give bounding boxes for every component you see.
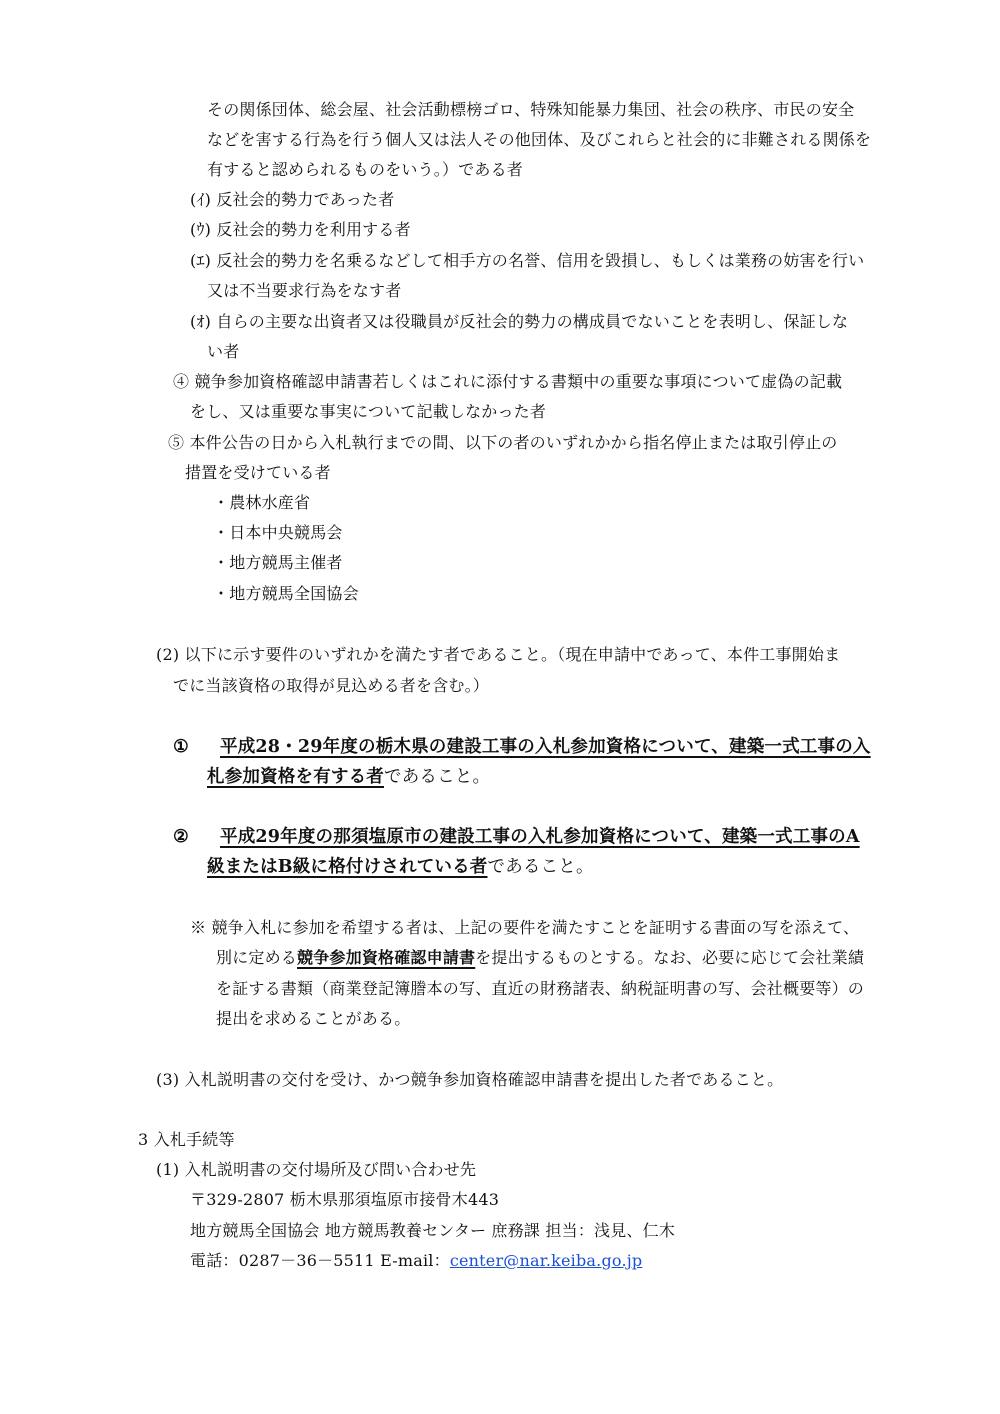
text-line: などを害する行為を行う個人又は法人その他団体、及びこれらと社会的に非難される関係を — [207, 130, 872, 149]
section-2-line: (2) 以下に示す要件のいずれかを満たす者であること。（現在申請中であって、本件工事開始ま — [156, 645, 841, 664]
contact-line — [190, 1251, 642, 1271]
application-form-name: 競争参加資格確認申請書 — [297, 948, 476, 967]
condition-2-line-2 — [207, 855, 594, 879]
text-line: 又は不当要求行為をなす者 — [207, 281, 402, 300]
text-line: い者 — [207, 342, 240, 361]
text-line: でに当該資格の取得が見込める者を含む。） — [173, 676, 490, 695]
note-line: ※ 競争入札に参加を希望する者は、上記の要件を満たすことを証明する書面の写を添えて、 — [190, 918, 860, 937]
condition-1-tail: であること。 — [384, 767, 491, 787]
text-line: をし、又は重要な事実について記載しなかった者 — [190, 402, 547, 421]
phone-label: 電話：0287－36－5511 E-mail： — [190, 1251, 450, 1270]
condition-2-tail: であること。 — [487, 857, 594, 877]
text-line: 有すると認められるものをいう。）である者 — [207, 160, 524, 179]
list-item-o: (ｵ) 自らの主要な出資者又は役職員が反社会的勢力の構成員でないことを表明し、保証しな — [190, 312, 849, 331]
list-item: ・地方競馬主催者 — [213, 553, 343, 572]
list-item-u: (ｳ) 反社会的勢力を利用する者 — [190, 220, 411, 239]
list-item: ・農林水産省 — [213, 493, 311, 512]
text-line: その関係団体、総会屋、社会活動標榜ゴロ、特殊知能暴力集団、社会の秩序、市民の安全 — [207, 100, 855, 119]
note-line: を証する書類（商業登記簿謄本の写、直近の財務諸表、納税証明書の写、会社概要等）の — [216, 979, 865, 998]
text-line: 措置を受けている者 — [185, 463, 331, 482]
item-5: ⑤ 本件公告の日から入札執行までの間、以下の者のいずれかから指名停止または取引停止の — [168, 433, 838, 452]
part-3-sub-1: (1) 入札説明書の交付場所及び問い合わせ先 — [156, 1160, 477, 1179]
section-3-line: (3) 入札説明書の交付を受け、かつ競争参加資格確認申請書を提出した者であること。 — [156, 1070, 784, 1089]
condition-2-mark: ② — [173, 827, 189, 847]
condition-1-mark: ① — [173, 737, 189, 757]
note-line: 提出を求めることがある。 — [216, 1009, 411, 1028]
list-item-e: (ｴ) 反社会的勢力を名乗るなどして相手方の名誉、信用を毀損し、もしくは業務の妨害を行い — [190, 251, 865, 270]
note-text: を提出するものとする。なお、必要に応じて会社業績 — [475, 948, 865, 967]
condition-1-text: 平成28・29年度の栃木県の建設工事の入札参加資格について、建築一式工事の入 — [220, 737, 871, 757]
address-line: 〒329-2807 栃木県那須塩原市接骨木443 — [190, 1190, 500, 1209]
condition-1-underlined: 札参加資格を有する者 — [207, 767, 384, 787]
organization-line: 地方競馬全国協会 地方競馬教養センター 庶務課 担当：浅見、仁木 — [190, 1221, 676, 1240]
email-link[interactable]: center@nar.keiba.go.jp — [449, 1251, 643, 1270]
list-item: ・日本中央競馬会 — [213, 523, 343, 542]
note-line-2 — [216, 948, 864, 968]
note-text: 別に定める — [216, 948, 298, 967]
condition-2-text: 平成29年度の那須塩原市の建設工事の入札参加資格について、建築一式工事のA — [220, 827, 860, 847]
condition-1-line-2 — [207, 765, 490, 789]
part-3-heading: 3 入札手続等 — [138, 1130, 235, 1149]
condition-2-underlined: 級またはB級に格付けされている者 — [207, 857, 488, 877]
list-item-i: (ｲ) 反社会的勢力であった者 — [190, 190, 395, 209]
item-4: ④ 競争参加資格確認申請書若しくはこれに添付する書類中の重要な事項について虚偽の記載 — [173, 372, 843, 391]
list-item: ・地方競馬全国協会 — [213, 584, 359, 603]
